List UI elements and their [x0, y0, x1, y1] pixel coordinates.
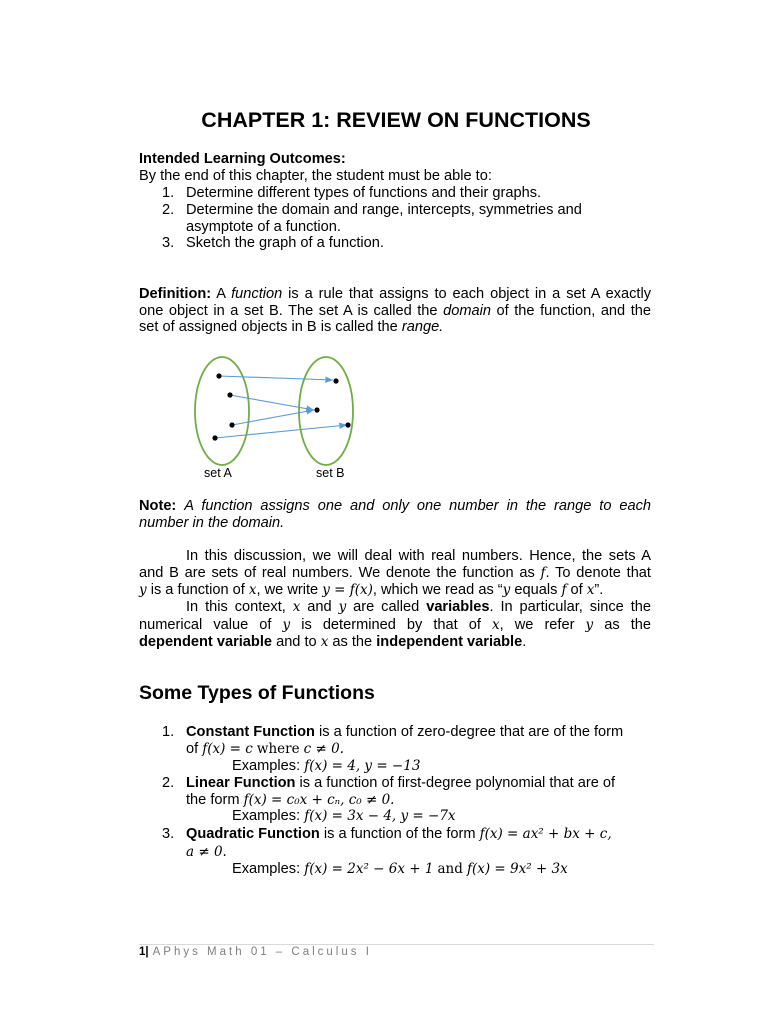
set-a-element — [216, 373, 221, 378]
text: where — [256, 741, 300, 757]
list-item: Determine different types of functions and their graphs. — [186, 185, 542, 201]
text: equals — [514, 582, 558, 598]
term-quadratic-function: Quadratic Function — [186, 826, 320, 842]
text: as the — [332, 634, 373, 650]
list-item-number: 2. — [162, 202, 175, 218]
text: . — [522, 634, 527, 650]
text: ”. — [594, 582, 604, 598]
term-function: function — [231, 286, 283, 302]
text: is determined by that of — [301, 617, 481, 633]
math-var: y — [282, 617, 291, 633]
list-item: asymptote of a function. — [186, 219, 341, 235]
list-item-number: 1. — [162, 185, 175, 201]
set-a-element — [227, 392, 232, 397]
mapping-arrow — [232, 410, 314, 425]
quadratic-function-line — [186, 826, 612, 842]
paragraph-line — [186, 599, 651, 616]
list-item-number: 1. — [162, 724, 175, 740]
text: and B are sets of real numbers. We denote the function as — [139, 565, 535, 581]
page-number: 1 — [139, 946, 146, 958]
math-var: y — [139, 582, 147, 598]
math-expression: f(x) = 9x² + 3x — [466, 861, 568, 877]
term-independent-variable: independent variable — [376, 634, 523, 650]
list-item-number: 3. — [162, 235, 175, 251]
definition-label: Definition: — [139, 286, 212, 302]
section-heading: Some Types of Functions — [139, 682, 375, 704]
mapping-arrow — [230, 395, 314, 410]
math-var: x — [492, 617, 500, 633]
set-a-ellipse — [195, 357, 249, 465]
text: is a function of the form — [323, 826, 476, 842]
constant-function-line — [186, 724, 623, 740]
text: is a function of first-degree polynomial that are of — [299, 775, 616, 791]
note-text: number in the domain. — [139, 515, 285, 531]
outcomes-heading: Intended Learning Outcomes: — [139, 151, 346, 167]
text: is a function of zero-degree that are of the form — [318, 724, 624, 740]
math-expression: a ≠ 0. — [186, 844, 227, 860]
math-var: y — [338, 599, 347, 615]
math-expression: f(x) = ax² + bx + c, — [479, 826, 612, 842]
text: , we refer — [499, 617, 575, 633]
paragraph-line — [139, 582, 603, 599]
outcomes-intro: By the end of this chapter, the student must be able to: — [139, 168, 492, 184]
quadratic-examples — [232, 861, 568, 877]
math-var: y — [502, 582, 511, 598]
text: is a rule that assigns to each object in a set A exactly — [288, 286, 652, 302]
text: one object in a set B. The set A is called the — [139, 303, 438, 319]
paragraph-line: In this discussion, we will deal with real numbers. Hence, the sets A — [186, 548, 651, 564]
note-line — [139, 498, 651, 515]
text: , which we read as “ — [372, 582, 503, 598]
note-text: A function assigns one and only one number in the range to each — [184, 498, 651, 514]
math-expression: f(x) = c₀x + cₙ, c₀ ≠ 0. — [243, 792, 395, 808]
list-item: Sketch the graph of a function. — [186, 235, 384, 251]
note-line — [139, 515, 284, 532]
examples-label: Examples: — [232, 861, 301, 877]
math-var: x — [320, 634, 329, 650]
text: of — [570, 582, 583, 598]
paragraph-line — [139, 634, 526, 651]
text: and to — [276, 634, 317, 650]
list-item-number: 2. — [162, 775, 175, 791]
set-a-element — [229, 422, 234, 427]
definition-line — [139, 319, 443, 336]
term-dependent-variable: dependent variable — [139, 634, 273, 650]
text: and — [307, 599, 332, 615]
math-expression: f(x) = 4, y = −13 — [304, 758, 421, 774]
paragraph-line — [139, 565, 651, 582]
footer-separator: | — [145, 946, 149, 958]
math-expression: c ≠ 0. — [303, 741, 344, 757]
set-b-element — [314, 407, 319, 412]
note-label: Note: — [139, 498, 177, 514]
linear-function-line — [186, 775, 615, 791]
footer-text: APhys Math 01 – Calculus I — [152, 946, 372, 958]
math-expression: f(x) = 3x − 4, y = −7x — [304, 808, 456, 824]
text: the form — [186, 792, 240, 808]
math-f: f — [540, 565, 546, 581]
term-linear-function: Linear Function — [186, 775, 296, 791]
text: set of assigned objects in B is called the — [139, 319, 398, 335]
definition-line — [139, 286, 651, 303]
examples-label: Examples: — [232, 758, 301, 774]
term-range: range. — [401, 319, 444, 335]
text: of — [186, 741, 199, 757]
text: , we write — [256, 582, 319, 598]
text: and — [437, 861, 463, 877]
linear-function-line — [186, 792, 394, 808]
math-f: f — [561, 582, 567, 598]
set-a-label: set A — [204, 466, 232, 480]
definition-line — [139, 303, 651, 320]
constant-function-line — [186, 741, 344, 757]
text: In this context, — [186, 599, 286, 615]
mapping-arrow — [219, 376, 333, 380]
list-item-number: 3. — [162, 826, 175, 842]
text: are called — [353, 599, 420, 615]
text: . In particular, since the — [489, 599, 652, 615]
term-constant-function: Constant Function — [186, 724, 315, 740]
quadratic-function-line — [186, 844, 227, 860]
paragraph-line — [139, 617, 651, 634]
text: of the function, and the — [496, 303, 652, 319]
linear-examples — [232, 808, 456, 824]
list-item: Determine the domain and range, intercepts, symmetries and — [186, 202, 582, 218]
math-var: x — [248, 582, 257, 598]
set-b-element — [345, 422, 350, 427]
text: numerical value of — [139, 617, 272, 633]
math-var: x — [292, 599, 301, 615]
math-var: y — [585, 617, 594, 633]
constant-examples — [232, 758, 420, 774]
math-expression: f(x) = c — [202, 741, 253, 757]
set-b-element — [333, 378, 338, 383]
examples-label: Examples: — [232, 808, 301, 824]
mapping-diagram — [185, 350, 375, 485]
text: A — [216, 286, 226, 302]
footer-divider — [139, 944, 654, 945]
mapping-arrow — [215, 425, 347, 438]
term-variables: variables — [426, 599, 490, 615]
set-a-element — [212, 435, 217, 440]
text: is a function of — [150, 582, 245, 598]
chapter-title: CHAPTER 1: REVIEW ON FUNCTIONS — [201, 108, 591, 132]
math-expression: f(x) = 2x² − 6x + 1 — [304, 861, 434, 877]
math-expression: y = f(x) — [322, 582, 373, 598]
text: as the — [604, 617, 651, 633]
page-footer — [139, 946, 372, 958]
set-b-label: set B — [316, 466, 345, 480]
math-var: x — [586, 582, 595, 598]
text: . To denote that — [545, 565, 651, 581]
term-domain: domain — [443, 303, 491, 319]
